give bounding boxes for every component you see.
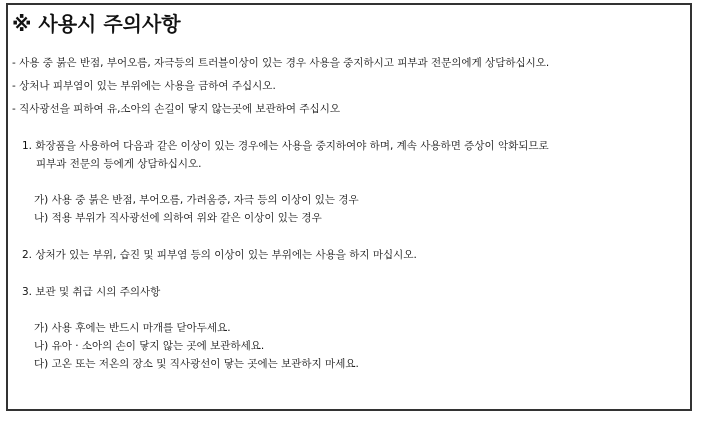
section-3-heading: 3. 보관 및 취급 시의 주의사항 <box>22 286 161 298</box>
section-3-item: 다) 고온 또는 저온의 장소 및 직사광선이 닿는 곳에는 보관하지 마세요. <box>34 358 359 370</box>
bullet-item: - 사용 중 붉은 반점, 부어오름, 자극등의 트러블이상이 있는 경우 사용을 중지하시고 피부과 전문의에게 상담하십시오. <box>12 57 550 69</box>
section-2-text: 2. 상처가 있는 부위, 습진 및 피부염 등의 이상이 있는 부위에는 사용을 하지 마십시오. <box>22 249 417 261</box>
section-3-item: 가) 사용 후에는 반드시 마개를 닫아두세요. <box>34 322 231 334</box>
bullet-item: - 상처나 피부염이 있는 부위에는 사용을 금하여 주십시오. <box>12 80 276 92</box>
section-3-item: 나) 유아 · 소아의 손이 닿지 않는 곳에 보관하세요. <box>34 340 265 352</box>
bullet-item: - 직사광선을 피하여 유,소아의 손길이 닿지 않는곳에 보관하여 주십시오 <box>12 103 340 115</box>
section-1-item: 나) 적용 부위가 직사광선에 의하여 위와 같은 이상이 있는 경우 <box>34 212 322 224</box>
section-1-text-continued: 피부과 전문의 등에게 상담하십시오. <box>36 158 202 170</box>
section-1-text: 1. 화장품을 사용하여 다음과 같은 이상이 있는 경우에는 사용을 중지하여야 하며, 계속 사용하면 증상이 악화되므로 <box>22 140 549 152</box>
section-1-item: 가) 사용 중 붉은 반점, 부어오름, 가려움증, 자극 등의 이상이 있는 경우 <box>34 194 359 206</box>
page-title: ※ 사용시 주의사항 <box>12 12 181 36</box>
